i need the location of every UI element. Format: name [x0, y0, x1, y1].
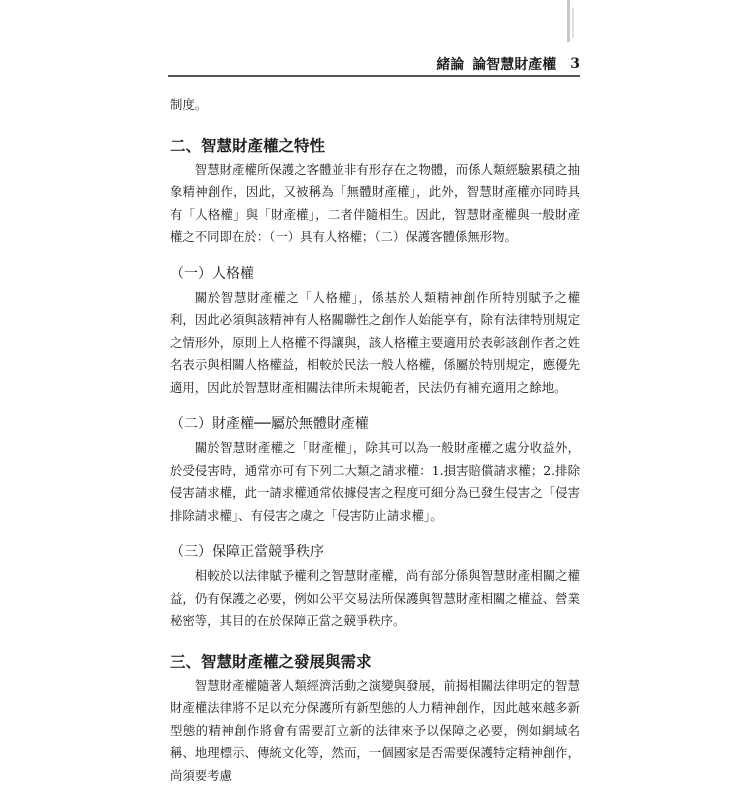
- subsection-paragraph: 相較於以法律賦予權利之智慧財產權，尚有部分係與智慧財產相關之權益，仍有保護之必要，例如公平交易法所保護與智慧財產相關之權益、營業秘密等，其目的在於保障正當之競爭秩序。: [170, 565, 580, 633]
- section-paragraph: 智慧財產權所保護之客體並非有形存在之物體，而係人類經驗累積之抽象精神創作，因此，又被稱為「無體財產權」，此外，智慧財產權亦同時具有「人格權」與「財產權」，二者伴隨相生。因此，智慧財產權與一般財產權之不同即在於：（一）具有人格權；（二）保護客體係無形物。: [170, 159, 580, 249]
- edge-line: [567, 0, 570, 42]
- subsection-paragraph: 關於智慧財產權之「財產權」，除其可以為一般財產權之處分收益外，於受侵害時，通常亦可有下列二大類之請求權：1.損害賠償請求權；2.排除侵害請求權，此一請求權通常依據侵害之程度可細分為已發生侵害之「侵害排除請求權」、有侵害之虞之「侵害防止請求權」。: [170, 437, 580, 527]
- header-rule: [168, 75, 580, 77]
- section-heading: 三、智慧財產權之發展與需求: [170, 651, 580, 673]
- section-paragraph: 智慧財產權隨著人類經濟活動之演變與發展，前揭相關法律明定的智慧財產權法律將不足以充分保護所有新型態的人力精神創作，因此越來越多新型態的精神創作將會有需要訂立新的法律來予以保障之必要，例如網域名稱、地理標示、傳統文化等，然而，一個國家是否需要保護特定精神創作，尚須要考慮: [170, 675, 580, 787]
- continuation-text: 制度。: [170, 94, 580, 117]
- subsection-heading: （二）財產權──屬於無體財產權: [170, 413, 580, 435]
- section-heading: 二、智慧財產權之特性: [170, 135, 580, 157]
- chapter-label: 緒論: [436, 54, 464, 74]
- subsection-paragraph: 關於智慧財產權之「人格權」，係基於人類精神創作所特別賦予之權利，因此必須與該精神有人格關聯性之創作人始能享有，除有法律特別規定之情形外，原則上人格權不得讓與，該人格權主要適用於表彰該創作者之姓名表示與相關人格權益，相較於民法一般人格權，係屬於特別規定，應優先適用，因此於智慧財產相關法律所未規範者，民法仍有補充適用之餘地。: [170, 287, 580, 400]
- page-edge-shading: [555, 0, 585, 50]
- running-head: [436, 54, 580, 74]
- page-number: 3: [570, 56, 580, 72]
- subsection-heading: （三）保障正當競爭秩序: [170, 541, 580, 563]
- running-title: 論智慧財產權: [472, 54, 556, 74]
- subsection-heading: （一）人格權: [170, 263, 580, 285]
- edge-line-light: [572, 8, 574, 38]
- page-body: [170, 94, 580, 787]
